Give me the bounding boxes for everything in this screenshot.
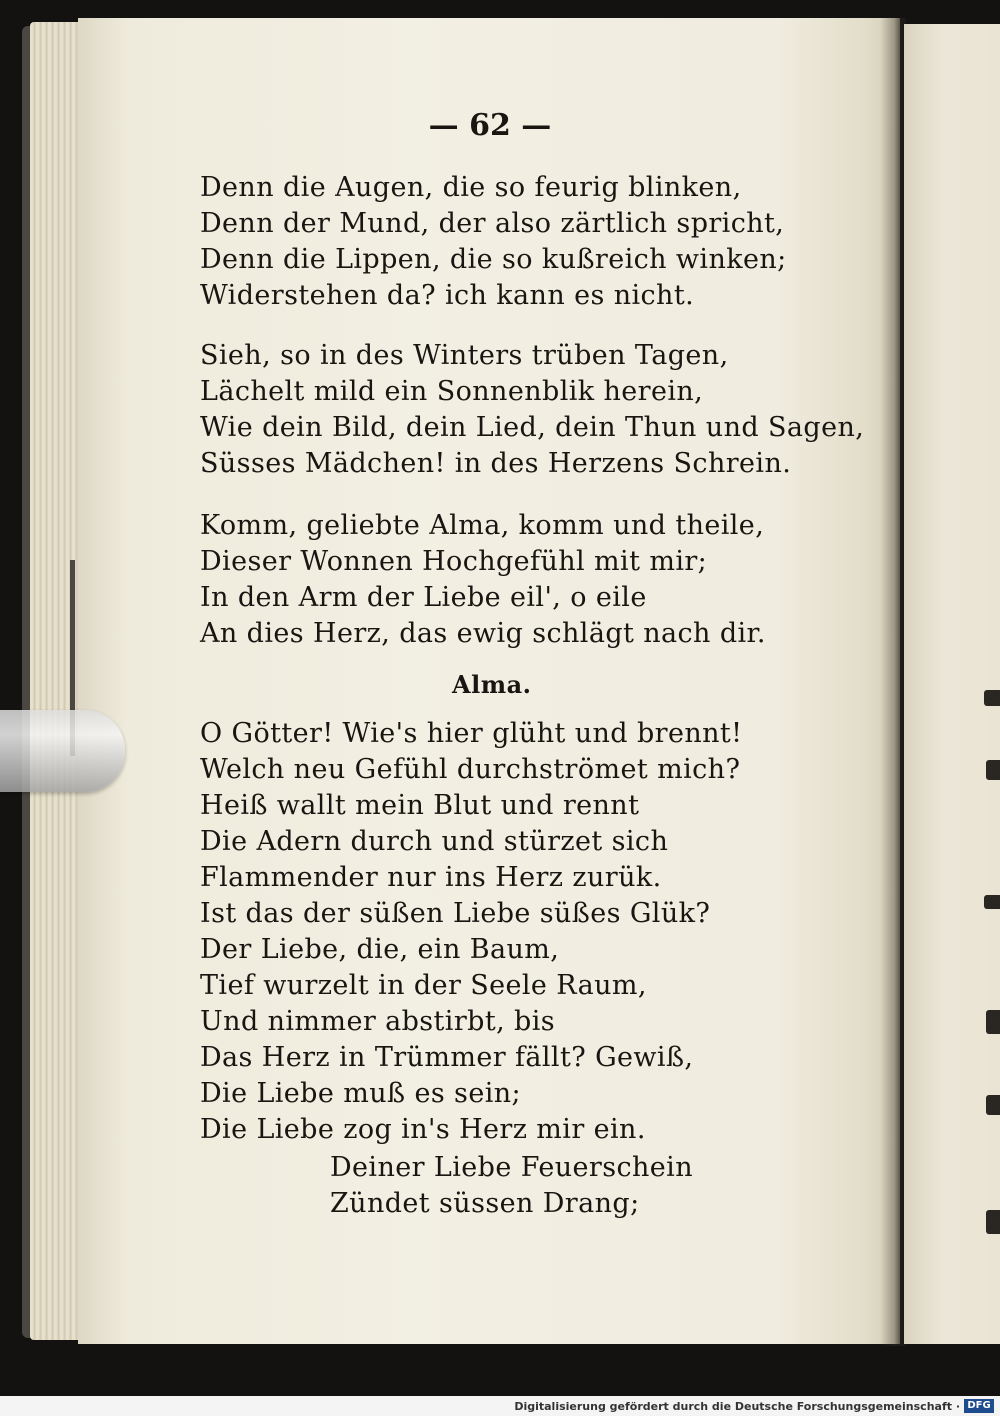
verse-line: Komm, geliebte Alma, komm und theile, (200, 510, 765, 541)
stanza-4 (200, 716, 840, 1148)
facing-page-text-fragment (984, 895, 1000, 909)
verse-line: Deiner Liebe Feuerschein (330, 1152, 693, 1183)
stanza-1 (200, 170, 840, 314)
verse-line: Die Liebe zog in's Herz mir ein. (200, 1114, 646, 1145)
verse-line: Ist das der süßen Liebe süßes Glük? (200, 898, 711, 929)
funding-credit: Digitalisierung gefördert durch die Deutsche Forschungsgemeinschaft · (514, 1400, 960, 1413)
verse-line: Und nimmer abstirbt, bis (200, 1006, 556, 1037)
verse-line: Das Herz in Trümmer fällt? Gewiß, (200, 1042, 694, 1073)
verse-line: Tief wurzelt in der Seele Raum, (200, 970, 647, 1001)
verse-line: Denn der Mund, der also zärtlich spricht, (200, 208, 785, 239)
verse-line: Heiß wallt mein Blut und rennt (200, 790, 640, 821)
speaker-heading: Alma. (452, 670, 532, 699)
stanza-3 (200, 508, 840, 652)
verse-line: O Götter! Wie's hier glüht und brennt! (200, 718, 743, 749)
verse-line: Welch neu Gefühl durchströmet mich? (200, 754, 741, 785)
glass-page-weight (0, 710, 125, 792)
verse-line: Denn die Augen, die so feurig blinken, (200, 172, 742, 203)
facing-page-text-fragment (986, 1010, 1000, 1034)
verse-line: Lächelt mild ein Sonnenblik herein, (200, 376, 704, 407)
verse-line: Denn die Lippen, die so kußreich winken; (200, 244, 787, 275)
verse-line: Widerstehen da? ich kann es nicht. (200, 280, 695, 311)
book-gutter (880, 18, 906, 1346)
verse-line: Die Adern durch und stürzet sich (200, 826, 669, 857)
verse-line: Flammender nur ins Herz zurük. (200, 862, 662, 893)
verse-line: Sieh, so in des Winters trüben Tagen, (200, 340, 729, 371)
verse-line: In den Arm der Liebe eil', o eile (200, 582, 647, 613)
facing-page (904, 24, 1000, 1344)
verse-line: Der Liebe, die, ein Baum, (200, 934, 560, 965)
verse-line: Zündet süssen Drang; (330, 1188, 640, 1219)
verse-line: An dies Herz, das ewig schlägt nach dir. (200, 618, 766, 649)
digitization-footer (0, 1396, 1000, 1416)
verse-line: Wie dein Bild, dein Lied, dein Thun und Sagen, (200, 412, 865, 443)
facing-page-text-fragment (986, 1210, 1000, 1234)
facing-page-text-fragment (984, 690, 1000, 706)
facing-page-text-fragment (986, 1095, 1000, 1115)
verse-line: Süsses Mädchen! in des Herzens Schrein. (200, 448, 792, 479)
stanza-5 (330, 1150, 970, 1222)
stanza-2 (200, 338, 865, 482)
verse-line: Dieser Wonnen Hochgefühl mit mir; (200, 546, 708, 577)
verse-line: Die Liebe muß es sein; (200, 1078, 522, 1109)
facing-page-text-fragment (986, 760, 1000, 780)
dfg-logo: DFG (964, 1399, 994, 1413)
page-number: — 62 — (428, 108, 552, 143)
